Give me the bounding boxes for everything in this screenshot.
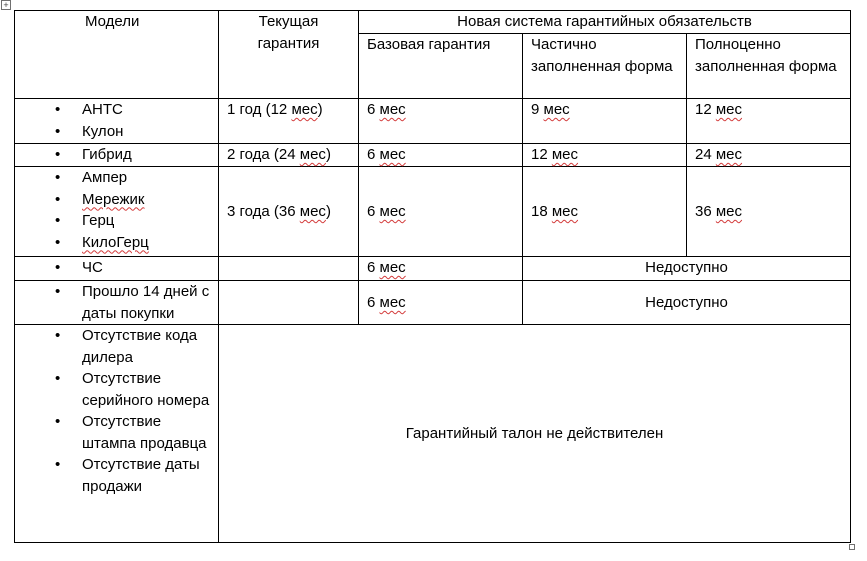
header-base: Базовая гарантия: [367, 36, 491, 53]
base-cell[interactable]: [359, 257, 523, 281]
models-cell[interactable]: [15, 167, 219, 257]
table-row: [15, 167, 851, 257]
full-number: 36: [695, 202, 716, 220]
base-cell[interactable]: [359, 144, 523, 167]
partial-unit: мес: [543, 101, 570, 118]
list-item: • АНТС: [23, 99, 210, 121]
current-warranty-unit: мес: [299, 202, 326, 220]
base-unit: мес: [379, 101, 406, 118]
models-cell[interactable]: [15, 281, 219, 325]
full-cell[interactable]: [687, 144, 851, 167]
table-move-handle-icon[interactable]: +: [1, 0, 11, 10]
base-unit: мес: [379, 146, 406, 163]
header-full-cell[interactable]: [687, 34, 851, 99]
models-cell[interactable]: [15, 144, 219, 167]
current-warranty-prefix: 3 года (36: [227, 202, 300, 220]
base-unit: мес: [379, 259, 406, 276]
base-number: 6: [367, 146, 380, 163]
list-item: • Прошло 14 дней с даты покупки: [23, 281, 210, 324]
current-warranty-suffix: ): [325, 146, 331, 163]
full-cell[interactable]: [687, 99, 851, 144]
header-full: Полноценно заполненная форма: [695, 36, 837, 75]
unavailable-text: Недоступно: [645, 259, 728, 276]
table-resize-handle-icon[interactable]: [849, 544, 855, 550]
current-warranty-cell[interactable]: [219, 167, 359, 257]
table-row: [15, 99, 851, 144]
models-list: [23, 144, 210, 166]
partial-number: 12: [531, 146, 552, 163]
list-item: • Отсутствие кода дилера: [23, 325, 210, 368]
list-item: • Отсутствие серийного номера: [23, 368, 210, 411]
current-warranty-unit: мес: [299, 146, 326, 163]
full-number: 24: [695, 146, 716, 163]
header-partial-cell[interactable]: [523, 34, 687, 99]
header-row-1: [15, 11, 851, 34]
invalid-coupon-text: Гарантийный талон не действителен: [405, 424, 664, 442]
current-warranty-cell[interactable]: [219, 281, 359, 325]
full-unit: мес: [715, 146, 743, 163]
models-list: [23, 257, 210, 279]
invalid-coupon-cell[interactable]: [219, 325, 851, 543]
list-item: • Ампер: [23, 167, 210, 189]
list-item: • КилоГерц: [23, 232, 210, 254]
partial-unit: мес: [551, 202, 579, 220]
partial-number: 18: [531, 202, 552, 220]
current-warranty-suffix: ): [317, 101, 323, 118]
table-row: [15, 144, 851, 167]
current-warranty-cell[interactable]: [219, 257, 359, 281]
models-list: [23, 99, 210, 142]
models-cell[interactable]: [15, 257, 219, 281]
header-models-cell[interactable]: [15, 11, 219, 99]
base-cell[interactable]: [359, 99, 523, 144]
list-item: • Отсутствие штампа продавца: [23, 411, 210, 454]
base-unit: мес: [379, 293, 406, 311]
warranty-table: [14, 10, 851, 543]
header-new-system: Новая система гарантийных обязательств: [457, 13, 752, 30]
header-models: Модели: [85, 13, 140, 30]
base-number: 6: [367, 202, 380, 220]
header-base-cell[interactable]: [359, 34, 523, 99]
models-cell[interactable]: [15, 99, 219, 144]
list-item: • Герц: [23, 210, 210, 232]
base-number: 6: [367, 259, 380, 276]
current-warranty-unit: мес: [291, 101, 318, 118]
current-warranty-cell[interactable]: [219, 144, 359, 167]
list-item: • ЧС: [23, 257, 210, 279]
models-cell[interactable]: [15, 325, 219, 543]
full-unit: мес: [715, 101, 743, 118]
table-row: [15, 257, 851, 281]
full-cell[interactable]: [687, 167, 851, 257]
base-cell[interactable]: [359, 281, 523, 325]
partial-cell[interactable]: [523, 99, 687, 144]
unavailable-text: Недоступно: [645, 293, 728, 311]
partial-unit: мес: [551, 146, 579, 163]
header-partial: Частично заполненная форма: [531, 36, 673, 75]
base-number: 6: [367, 293, 380, 311]
header-current-warranty: Текущая гарантия: [257, 13, 320, 52]
header-new-system-cell[interactable]: [359, 11, 851, 34]
base-cell[interactable]: [359, 167, 523, 257]
current-warranty-cell[interactable]: [219, 99, 359, 144]
unavailable-cell[interactable]: [523, 281, 851, 325]
table-row: [15, 281, 851, 325]
partial-cell[interactable]: [523, 144, 687, 167]
current-warranty-suffix: ): [325, 202, 331, 220]
list-item: • Мережик: [23, 189, 210, 211]
full-number: 12: [695, 101, 716, 118]
models-list: [23, 167, 210, 253]
list-item: • Отсутствие даты продажи: [23, 454, 210, 497]
header-current-warranty-cell[interactable]: [219, 11, 359, 99]
unavailable-cell[interactable]: [523, 257, 851, 281]
current-warranty-prefix: 1 год (12: [227, 101, 292, 118]
partial-cell[interactable]: [523, 167, 687, 257]
current-warranty-prefix: 2 года (24: [227, 146, 300, 163]
partial-number: 9: [531, 101, 544, 118]
table-row: [15, 325, 851, 543]
list-item: • Кулон: [23, 121, 210, 143]
base-unit: мес: [379, 202, 406, 220]
list-item: • Гибрид: [23, 144, 210, 166]
base-number: 6: [367, 101, 380, 118]
models-list: [23, 325, 210, 497]
full-unit: мес: [715, 202, 743, 220]
models-list: [23, 281, 210, 324]
